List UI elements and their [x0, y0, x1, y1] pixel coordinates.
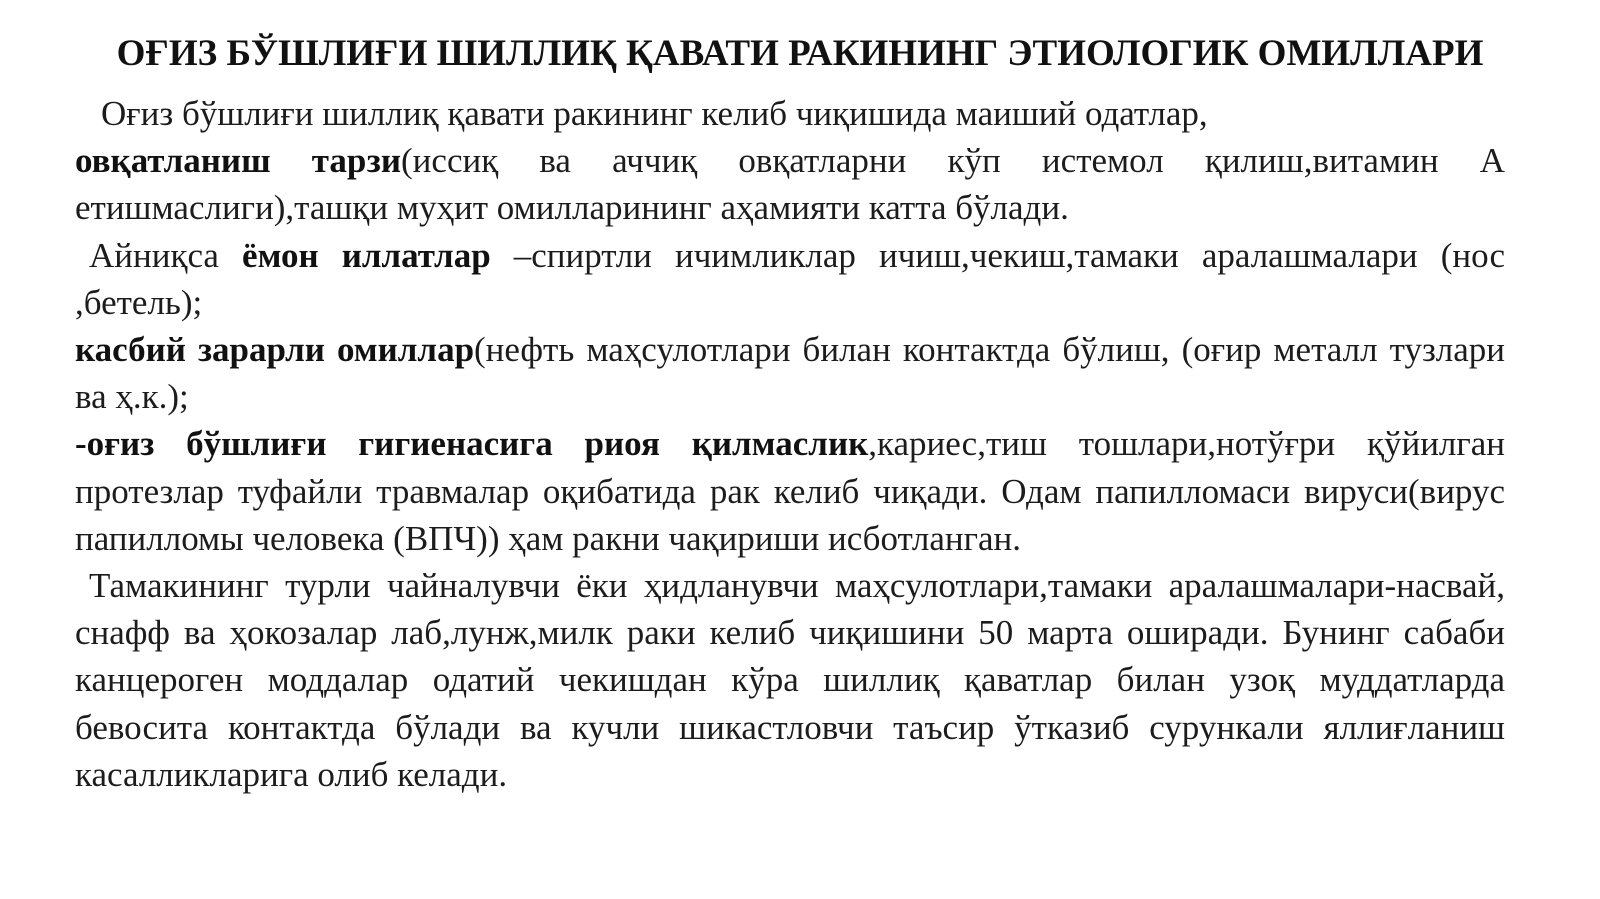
paragraph-occupational-bold: касбий зарарли омиллар: [75, 330, 475, 370]
paragraph-occupational-text: (нефть маҳсулотлари билан контактда бўлиш, (оғир металл тузлари ва ҳ.к.);: [75, 330, 1505, 417]
paragraph-hygiene: [75, 420, 1505, 562]
paragraph-bad-habits: [75, 232, 1505, 326]
slide-title: ОҒИЗ БЎШЛИҒИ ШИЛЛИҚ ҚАВАТИ РАКИНИНГ ЭТИОЛОГИК ОМИЛЛАРИ: [116, 33, 1484, 74]
paragraph-habits: [75, 90, 1505, 137]
paragraph-bad-habits-lead: Айниқса: [89, 235, 243, 275]
paragraph-bad-habits-text: –спиртли ичимликлар ичиш,чекиш,тамаки аралашмалари (нос ,бетель);: [75, 235, 1505, 322]
paragraph-diet-bold: овқатланиш тарзи: [75, 141, 402, 181]
paragraph-tobacco-text: Тамакининг турли чайналувчи ёки ҳидланувчи маҳсулотлари,тамаки аралашмалари-насвай, снафф ва ҳокозалар лаб,лунж,милк раки келиб чиқишини 50 марта оширади. Бунинг сабаби канцероген моддалар одатий чекишдан кўра шиллиқ қаватлар билан узоқ муддатларда бевосита контактда бўлади ва кучли шикастловчи таъсир ўтказиб сурункали яллиғланиш касалликларига олиб келади.: [75, 566, 1505, 794]
paragraph-hygiene-text: ,кариес,тиш тошлари,нотўғри қўйилган протезлар туфайли травмалар оқибатида рак келиб чиқади. Одам папилломаси вируси(вирус папилломы человека (ВПЧ)) ҳам ракни чақириши исботланган.: [75, 424, 1506, 558]
paragraph-diet-text: (иссиқ ва аччиқ овқатларни кўп истемол қилиш,витамин А етишмаслиги),ташқи муҳит омилларининг аҳамияти катта бўлади.: [75, 141, 1506, 228]
paragraph-hygiene-bold: -оғиз бўшлиғи гигиенасига риоя қилмаслик: [75, 424, 869, 464]
paragraph-habits-text: Оғиз бўшлиғи шиллиқ қавати ракининг келиб чиқишида маиший одатлар,: [101, 94, 1208, 133]
paragraph-tobacco: [75, 562, 1505, 798]
paragraph-bad-habits-bold: ёмон иллатлар: [242, 235, 491, 275]
paragraph-occupational: [75, 326, 1505, 420]
paragraph-diet: [75, 137, 1505, 231]
slide-body: [75, 90, 1505, 798]
